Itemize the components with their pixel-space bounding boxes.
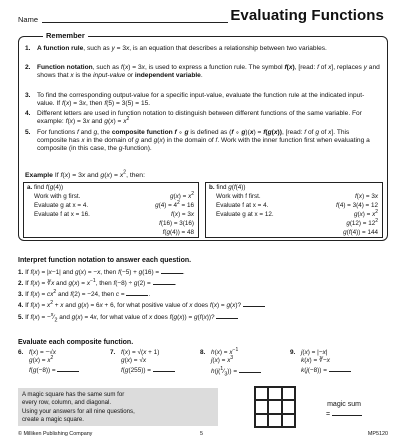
part-a-work: f(16) = 3(16) <box>159 220 194 227</box>
magic-sum: magic sum = <box>326 401 361 418</box>
example-parts <box>23 182 383 238</box>
part-b-step: Evaluate g at x = 12. <box>216 211 274 218</box>
magic-cell[interactable] <box>268 400 281 413</box>
interpret-section <box>18 257 388 324</box>
composite-9[interactable]: 9. j(x) = |−x| k(x) = ∛−x k(j(−8)) = <box>290 349 351 375</box>
part-b-step: Work with f first. <box>216 193 261 200</box>
page-header <box>18 6 388 28</box>
part-b-answer: g(f(4)) = 144 <box>343 229 378 236</box>
part-a-work: f(x) = 3x <box>171 211 194 218</box>
composite-7[interactable]: 7. f(x) = √(x + 1) g(x) = √x f(g(255)) = <box>110 349 175 375</box>
magic-cell[interactable] <box>255 400 268 413</box>
part-a-step: Work with g first. <box>34 193 81 200</box>
part-b-work: $g(12) = 12^2$ <box>346 217 378 227</box>
product-code: MP5120 <box>367 431 388 437</box>
question-2[interactable]: 2. If f(x) = ∛x and $g(x) = x^{-1}$, then f(−8) ÷ g(2) = . <box>18 277 177 287</box>
rule-3: 3. To find the corresponding output-value for a specific input-value, evaluate the function rule at the indicated input-value. If f(x) = 3x, then f(5) = 3(5) = 15. <box>25 92 365 108</box>
magic-cell[interactable] <box>255 414 268 427</box>
composite-6[interactable]: 6. f(x) = −√x $g(x) = x^2$ f(g(−8)) = <box>18 349 79 375</box>
part-a-step: Evaluate f at x = 16. <box>34 211 90 218</box>
part-a-answer: f(g(4)) = 48 <box>162 229 194 236</box>
part-a-work: $g(4) = 4^2 = 16$ <box>155 199 194 209</box>
magic-square-instructions: A magic square has the same sum for every row, column, and diagonal. Using your answers for all nine questions, create a magic square. <box>18 388 218 426</box>
magic-cell[interactable] <box>268 414 281 427</box>
rule-1: 1. A function rule, such as y = 3x, is an equation that describes a relationship between two variables. <box>25 45 327 52</box>
part-b-step: Evaluate f at x = 4. <box>216 202 269 209</box>
rule-5: 5. For functions f and g, the composite function f ∘ g is defined as (f ∘ g)(x) = f(g(x)), [read: f of g of x]. This composite has x in the domain of g and g(x) in the domain of f. Work with the inner function first when evaluating a composite (in this case, the g-function). <box>25 129 370 153</box>
question-5[interactable]: 5. If $f(x) = -^x⁄_2$ and g(x) = 4x, for what value of x does f(g(x)) = g(f(x))? <box>18 312 238 324</box>
copyright: © Milliken Publishing Company <box>18 431 93 437</box>
magic-square-grid[interactable] <box>254 386 296 428</box>
rule-4: 4. Different letters are used in function notation to distinguish between different functions of the same variable. For example: f(x) = 3x and $g(x) = x^2$ <box>25 110 362 126</box>
magic-cell[interactable] <box>255 387 268 400</box>
question-1[interactable]: 1. If f(x) = |x−1| and g(x) = −x, then f(−5) + g(16) = . <box>18 269 185 276</box>
question-3[interactable]: 3. If $f(x) = cx^2$ and f(2) = −24, then c = . <box>18 288 151 298</box>
example-heading: Example If f(x) = 3x and $g(x) = x^2$, then: <box>25 169 145 179</box>
part-b-heading: b. find g(f(4)) <box>209 184 246 191</box>
part-a-work: $g(x) = x^2$ <box>170 190 194 200</box>
part-a-heading: a. find f(g(4)) <box>27 184 64 191</box>
magic-sum-blank[interactable] <box>332 415 362 416</box>
page-number: 5 <box>200 431 203 437</box>
page-title: Evaluating Functions <box>230 7 384 24</box>
part-a-step: Evaluate g at x = 4. <box>34 202 89 209</box>
remember-box <box>18 31 388 241</box>
magic-sum-label: magic sum <box>327 401 361 408</box>
magic-cell[interactable] <box>282 400 295 413</box>
part-b-work: f(4) = 3(4) = 12 <box>335 202 378 209</box>
composite-8[interactable]: 8. $h(x) = x^{-1}$ $j(x) = x^3$ $h(j(^1⁄_3))$ = <box>200 349 261 378</box>
rule-2: 2. Function notation, such as f(x) = 3x, is used to express a function rule. The symbol f(x), [read: f of x], replaces y and shows that x is the input-value or independent variable. <box>25 64 380 80</box>
part-b-work: f(x) = 3x <box>355 193 378 200</box>
magic-cell[interactable] <box>268 387 281 400</box>
example-part-b <box>205 182 383 238</box>
remember-label: Remember <box>43 31 88 40</box>
name-label: Name <box>18 15 39 24</box>
magic-cell[interactable] <box>282 414 295 427</box>
question-4[interactable]: 4. If $f(x) = x^2 + x$ and g(x) = 6x + 6, for what positive value of x does f(x) = g(x)? <box>18 301 265 310</box>
magic-cell[interactable] <box>282 387 295 400</box>
section-title: Evaluate each composite function. <box>18 339 134 346</box>
name-line[interactable] <box>42 22 228 23</box>
example-part-a <box>23 182 199 238</box>
part-b-work: $g(x) = x^2$ <box>354 208 378 218</box>
section-title: Interpret function notation to answer each question. <box>18 257 192 264</box>
